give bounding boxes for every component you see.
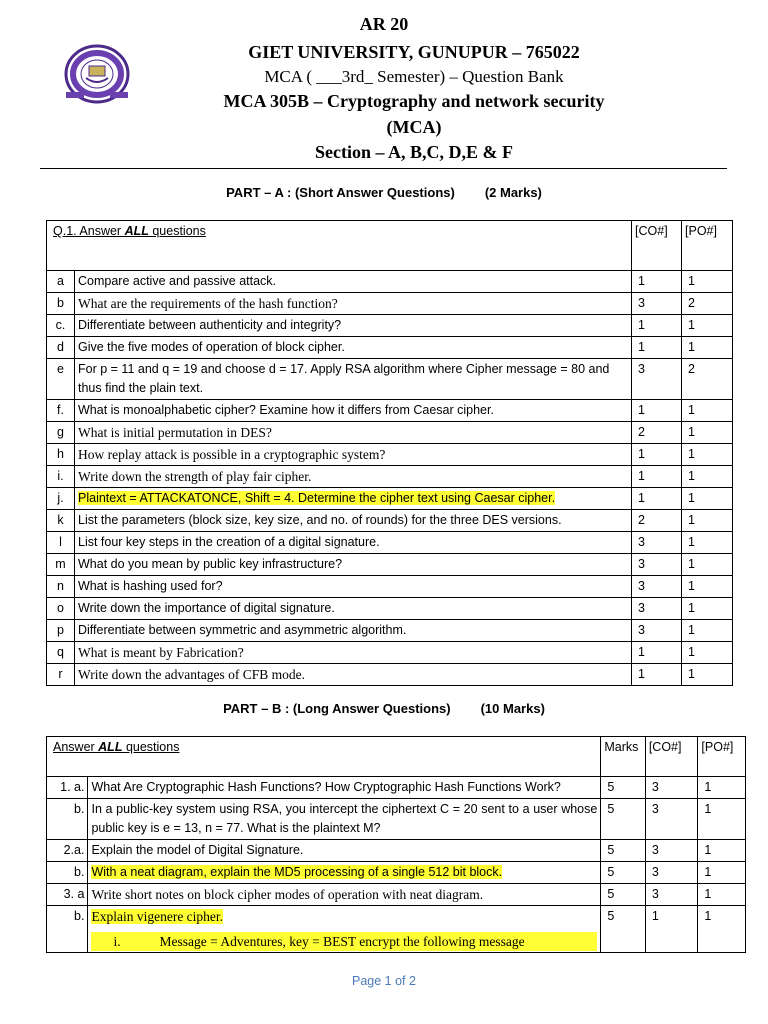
question-text-content: How replay attack is possible in a cryptographic system? [78,447,386,462]
sub-question-number: i. [113,934,121,949]
part-a-table [46,220,733,686]
question-id: o [47,598,75,620]
program-line: MCA ( ___3rd_ Semester) – Question Bank [264,67,564,86]
question-id: i. [47,466,75,488]
part-a-row [47,271,733,293]
part-a-row [47,488,733,510]
question-text [75,642,632,664]
co-value: 3 [632,598,682,620]
question-text-content: What are the requirements of the hash function? [78,296,338,311]
marks-value: 5 [601,840,646,862]
document-header [0,0,768,170]
co-value: 3 [645,777,698,799]
question-id: d [47,337,75,359]
part-a-row [47,359,733,400]
question-text [88,862,601,884]
co-value: 1 [632,400,682,422]
question-id: b. [47,799,88,840]
part-a-row [47,576,733,598]
question-text [88,884,601,906]
question-text-content: What Are Cryptographic Hash Functions? How Cryptographic Hash Functions Work? [91,780,561,794]
po-value: 2 [682,293,733,315]
co-value: 1 [632,488,682,510]
question-id: b. [47,862,88,884]
co-value: 3 [645,840,698,862]
po-value: 2 [682,359,733,400]
question-text [75,293,632,315]
question-text [88,799,601,840]
part-b-table [46,736,746,953]
part-b-marks: (10 Marks) [480,701,545,716]
part-a-co-header: [CO#] [632,221,682,271]
page-footer: Page 1 of 2 [352,974,416,988]
sub-question [91,932,597,951]
po-value: 1 [698,884,746,906]
question-id: b [47,293,75,315]
question-text-content: List the parameters (block size, key size, and no. of rounds) for the three DES versions. [78,513,562,527]
part-a-instruction: Q.1. Answer ALL questions [47,221,632,271]
part-a-row [47,664,733,686]
question-text-content: List four key steps in the creation of a digital signature. [78,535,380,549]
course-title: MCA 305B – Cryptography and network security [223,91,605,111]
sub-question-text: Message = Adventures, key = BEST encrypt the following message [159,934,525,949]
course-subtitle: (MCA) [386,117,442,137]
co-value: 3 [645,884,698,906]
part-b-row [47,840,746,862]
part-b-header-row [47,737,746,777]
co-value: 2 [632,510,682,532]
question-id: 2.a. [47,840,88,862]
po-value: 1 [698,799,746,840]
co-value: 1 [632,315,682,337]
question-text [88,840,601,862]
question-id: 1. a. [47,777,88,799]
part-a-row [47,554,733,576]
part-b-heading [0,701,768,716]
po-value: 1 [682,488,733,510]
part-a-row [47,315,733,337]
part-a-row [47,400,733,422]
question-text-content: Differentiate between symmetric and asymmetric algorithm. [78,623,407,637]
question-text-content: Explain vigenere cipher. [91,909,224,924]
question-text-content: Write short notes on block cipher modes of operation with neat diagram. [91,887,484,902]
part-a-row [47,510,733,532]
question-text-content: Write down the advantages of CFB mode. [78,667,306,682]
question-text [75,554,632,576]
po-value: 1 [698,862,746,884]
question-id: n [47,576,75,598]
part-b-co-header: [CO#] [645,737,698,777]
question-text [75,620,632,642]
co-value: 1 [632,444,682,466]
marks-value: 5 [601,862,646,884]
part-a-row [47,598,733,620]
question-text [88,906,601,953]
co-value: 1 [632,271,682,293]
question-id: j. [47,488,75,510]
po-value: 1 [682,337,733,359]
marks-value: 5 [601,884,646,906]
part-a-header-row [47,221,733,271]
university-name: GIET UNIVERSITY, GUNUPUR – 765022 [248,42,580,62]
question-id: m [47,554,75,576]
question-id: b. [47,906,88,953]
question-text [75,337,632,359]
part-a-title: PART – A : (Short Answer Questions) [226,185,455,200]
question-text [88,777,601,799]
question-text-content: What is monoalphabetic cipher? Examine how it differs from Caesar cipher. [78,403,494,417]
co-value: 1 [632,664,682,686]
part-b-row [47,906,746,953]
question-text [75,664,632,686]
part-a-marks: (2 Marks) [484,185,542,200]
co-value: 3 [645,799,698,840]
co-value: 1 [632,466,682,488]
question-text [75,532,632,554]
co-value: 1 [632,642,682,664]
regulation-code: AR 20 [359,14,409,34]
question-text [75,598,632,620]
po-value: 1 [682,532,733,554]
po-value: 1 [682,271,733,293]
po-value: 1 [682,422,733,444]
co-value: 3 [645,862,698,884]
co-value: 2 [632,422,682,444]
co-value: 3 [632,576,682,598]
part-a-row [47,532,733,554]
part-a-row [47,642,733,664]
po-value: 1 [682,554,733,576]
question-text [75,422,632,444]
part-a-row [47,620,733,642]
part-b-title: PART – B : (Long Answer Questions) [223,701,451,716]
question-text-content: Write down the strength of play fair cipher. [78,469,312,484]
marks-value: 5 [601,799,646,840]
question-text [75,271,632,293]
co-value: 3 [632,532,682,554]
question-text-content: What is meant by Fabrication? [78,645,244,660]
header-divider [40,168,727,169]
marks-value: 5 [601,777,646,799]
co-value: 1 [632,337,682,359]
question-text [75,359,632,400]
university-seal-icon [62,44,132,106]
question-text [75,576,632,598]
po-value: 1 [682,642,733,664]
question-id: a [47,271,75,293]
question-text [75,400,632,422]
section-line: Section – A, B,C, D,E & F [315,142,513,162]
question-id: g [47,422,75,444]
question-text-content: What is initial permutation in DES? [78,425,272,440]
po-value: 1 [682,620,733,642]
question-text-content: Give the five modes of operation of block cipher. [78,340,345,354]
part-a-row [47,422,733,444]
question-id: p [47,620,75,642]
po-value: 1 [682,400,733,422]
question-text-content: With a neat diagram, explain the MD5 processing of a single 512 bit block. [91,865,503,879]
po-value: 1 [682,466,733,488]
question-text-content: For p = 11 and q = 19 and choose d = 17. Apply RSA algorithm where Cipher message = 80 and thus find the plain text. [78,362,610,395]
co-value: 3 [632,554,682,576]
question-id: l [47,532,75,554]
po-value: 1 [682,576,733,598]
question-text [75,488,632,510]
part-a-heading [0,185,768,200]
part-b-po-header: [PO#] [698,737,746,777]
po-value: 1 [698,840,746,862]
question-text-content: Explain the model of Digital Signature. [91,843,304,857]
question-text [75,510,632,532]
co-value: 3 [632,620,682,642]
part-a-row [47,444,733,466]
co-value: 1 [645,906,698,953]
question-text-content: What do you mean by public key infrastructure? [78,557,343,571]
marks-value: 5 [601,906,646,953]
po-value: 1 [682,315,733,337]
part-a-po-header: [PO#] [682,221,733,271]
part-a-row [47,466,733,488]
question-text [75,466,632,488]
question-text-content: Differentiate between authenticity and integrity? [78,318,342,332]
question-id: h [47,444,75,466]
question-id: 3. a [47,884,88,906]
part-b-row [47,799,746,840]
po-value: 1 [682,444,733,466]
question-text-content: What is hashing used for? [78,579,223,593]
co-value: 3 [632,293,682,315]
question-id: c. [47,315,75,337]
question-text-content: Plaintext = ATTACKATONCE, Shift = 4. Determine the cipher text using Caesar cipher. [78,491,556,505]
part-a-row [47,293,733,315]
po-value: 1 [682,598,733,620]
question-text [75,444,632,466]
question-id: r [47,664,75,686]
po-value: 1 [698,777,746,799]
question-text-content: In a public-key system using RSA, you intercept the ciphertext C = 20 sent to a user whose public key is e = 13, n = 77. What is the plaintext M? [91,802,598,835]
question-text-content: Write down the importance of digital signature. [78,601,335,615]
part-b-row [47,777,746,799]
question-id: f. [47,400,75,422]
part-b-row [47,884,746,906]
question-id: q [47,642,75,664]
po-value: 1 [682,510,733,532]
question-id: e [47,359,75,400]
part-b-instruction: Answer ALL questions [47,737,601,777]
co-value: 3 [632,359,682,400]
question-text-content: Compare active and passive attack. [78,274,277,288]
part-b-row [47,862,746,884]
part-b-marks-header: Marks [601,737,646,777]
question-text [75,315,632,337]
part-a-row [47,337,733,359]
question-id: k [47,510,75,532]
po-value: 1 [698,906,746,953]
po-value: 1 [682,664,733,686]
